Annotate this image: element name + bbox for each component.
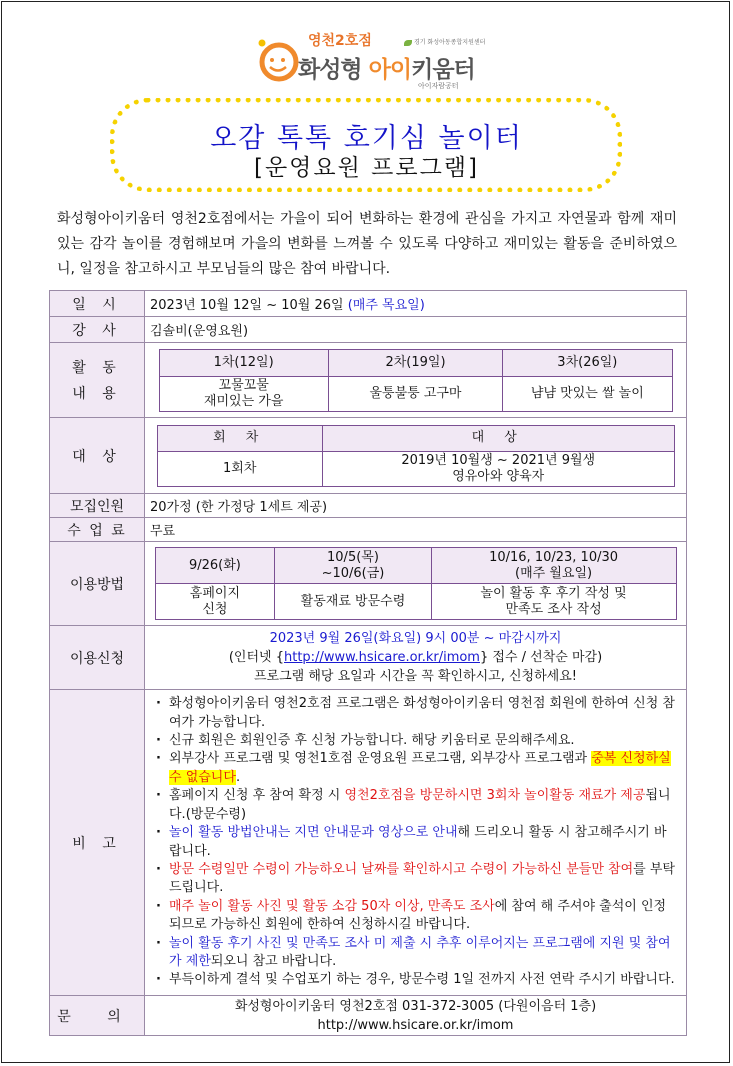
row-recruit bbox=[50, 494, 687, 518]
method-header-line: ~10/6(금) bbox=[321, 565, 385, 581]
method-header-row bbox=[155, 548, 676, 584]
logo-sub: 아이자람공터 bbox=[418, 82, 459, 90]
target-header: 대 상 bbox=[322, 425, 674, 451]
contact-info: 화성형아이키움터 영천2호점 031-372-3005 (다원이음터 1층) bbox=[234, 998, 597, 1014]
page-subtitle: [운영요원 프로그램] bbox=[253, 155, 479, 181]
row-activity bbox=[50, 343, 687, 418]
page-title: 오감 톡톡 호기심 놀이터 bbox=[210, 123, 523, 154]
row-notes bbox=[50, 690, 687, 996]
date-value bbox=[145, 291, 687, 317]
method-label: 이용방법 bbox=[50, 542, 145, 626]
logo bbox=[256, 26, 506, 96]
contact-label: 문 의 bbox=[50, 996, 145, 1036]
activity-header: 3차(26일) bbox=[503, 349, 672, 376]
note-item: · 부득이하게 결석 및 수업포기 하는 경우, 방문수령 1일 전까지 사전 연락 주시기 바랍니다. bbox=[153, 971, 678, 989]
note-text: 외부강사 프로그램 및 영천1호점 운영요원 프로그램, 외부강사 프로그램과 bbox=[169, 751, 592, 767]
apply-channel bbox=[145, 648, 686, 667]
target-header-row bbox=[157, 425, 674, 451]
apply-label: 이용신청 bbox=[50, 626, 145, 690]
recruit-label: 모집인원 bbox=[50, 494, 145, 518]
target-table bbox=[157, 425, 675, 487]
method-header-line: 10/16, 10/23, 10/30 bbox=[489, 549, 619, 565]
note-item: · 화성형아이키움터 영천2호점 프로그램은 화성형아이키움터 영천점 회원에 한하여 신청 참여가 가능합니다. bbox=[153, 695, 678, 732]
row-instructor bbox=[50, 317, 687, 343]
method-cell bbox=[145, 542, 687, 626]
note-text: 해 드리오니 활동 시 참고해주시기 바랍니다. bbox=[169, 825, 667, 859]
activity-label-1: 활 동 bbox=[72, 360, 122, 376]
activity-label-2: 내 용 bbox=[72, 386, 122, 402]
intro-text: 화성형아이키움터 영천2호점에서는 가을이 되어 변화하는 환경에 관심을 가지고 자연물과 함께 재미있는 감각 놀이를 경험해보며 가을의 변화를 느껴볼 수 있도록 다양하고 재미있는 활동을 준비하였으니, 일정을 참고하시고 부모님들의 많은 참여 바랍니다. bbox=[57, 211, 677, 277]
target-cell bbox=[145, 418, 687, 494]
note-emphasis: 방문 수령일만 수령이 가능하오니 날짜를 확인하시고 수령이 가능하신 분들만 참여 bbox=[169, 861, 634, 877]
sun-icon bbox=[256, 38, 302, 84]
note-item bbox=[153, 861, 678, 898]
row-fee bbox=[50, 518, 687, 542]
note-item bbox=[153, 824, 678, 861]
activity-header: 1차(12일) bbox=[159, 349, 328, 376]
activity-header-row bbox=[159, 349, 672, 376]
method-step-line: 홈페이지 bbox=[189, 585, 241, 601]
logo-org-text: 경기 화성아동종합지원센터 bbox=[414, 39, 486, 46]
target-label: 대 상 bbox=[50, 418, 145, 494]
instructor-label: 강 사 bbox=[50, 317, 145, 343]
note-text: 되오니 참고 바랍니다. bbox=[210, 953, 337, 969]
instructor-value: 김솔비(운영요원) bbox=[145, 317, 687, 343]
method-step bbox=[155, 584, 275, 620]
row-method bbox=[50, 542, 687, 626]
note-item bbox=[153, 750, 678, 787]
method-header: 9/26(화) bbox=[155, 548, 275, 584]
activity-item: 울퉁불퉁 고구마 bbox=[328, 376, 502, 411]
target-desc-line: 영유아와 양육자 bbox=[452, 468, 545, 484]
note-item: · 신규 회원은 회원인증 후 신청 가능합니다. 해당 키움터로 문의해주세요. bbox=[153, 732, 678, 750]
note-emphasis: 매주 놀이 활동 사진 및 활동 소감 50자 이상, 만족도 조사 bbox=[169, 898, 495, 914]
row-contact bbox=[50, 996, 687, 1036]
method-step-line: 신청 bbox=[202, 601, 228, 617]
activity-item-line: 꼬물꼬물 bbox=[218, 377, 269, 393]
logo-org bbox=[404, 37, 485, 46]
method-header bbox=[275, 548, 431, 584]
note-text: 를 부탁드립니다. bbox=[169, 861, 675, 896]
note-item bbox=[153, 787, 678, 824]
apply-channel-post: } 접수 / 선착순 마감) bbox=[479, 650, 603, 665]
note-text: 홈페이지 신청 후 참여 확정 시 bbox=[169, 788, 345, 804]
logo-name-2: 아이 bbox=[368, 57, 412, 83]
fee-label: 수 업 료 bbox=[50, 518, 145, 542]
note-emphasis: 놀이 활동 후기 사진 및 만족도 조사 미 제출 시 추후 이루어지는 프로그램에 지원 및 참여가 제한 bbox=[169, 935, 671, 969]
note-highlight: 중복 신청하실 수 없습니다 bbox=[169, 751, 671, 785]
target-desc-line: 2019년 10월생 ~ 2021년 9월생 bbox=[401, 452, 596, 468]
date-label: 일 시 bbox=[50, 291, 145, 317]
date-note: (매주 목요일) bbox=[347, 298, 425, 313]
contact-url-link[interactable]: http://www.hsicare.or.kr/imom bbox=[317, 1017, 514, 1033]
notes-label: 비 고 bbox=[50, 690, 145, 996]
method-step: 활동재료 방문수령 bbox=[275, 584, 431, 620]
activity-header: 2차(19일) bbox=[328, 349, 502, 376]
activity-table bbox=[159, 349, 673, 412]
note-item bbox=[153, 898, 678, 935]
note-text: 에 참여 해 주셔야 출석이 인정되므로 가능하신 회원에 한하여 신청하시길 바랍니다. bbox=[169, 898, 667, 933]
row-date bbox=[50, 291, 687, 317]
activity-label bbox=[50, 343, 145, 418]
target-desc bbox=[322, 451, 674, 486]
apply-cell bbox=[145, 626, 687, 690]
note-emphasis: 영천2호점을 방문하시면 3회차 놀이활동 재료가 제공 bbox=[344, 788, 646, 804]
row-apply bbox=[50, 626, 687, 690]
activity-cell bbox=[145, 343, 687, 418]
activity-item-line: 재미있는 가을 bbox=[203, 393, 284, 409]
notes-list bbox=[145, 691, 686, 994]
recruit-value: 20가정 (한 가정당 1세트 제공) bbox=[145, 494, 687, 518]
info-table bbox=[49, 290, 687, 1036]
logo-name bbox=[298, 51, 475, 84]
logo-name-1: 화성형 bbox=[298, 57, 369, 83]
method-header-line: (매주 월요일) bbox=[515, 565, 593, 581]
apply-url-link[interactable]: http://www.hsicare.or.kr/imom bbox=[284, 650, 480, 665]
method-header-line: 10/5(목) bbox=[327, 549, 379, 565]
row-target bbox=[50, 418, 687, 494]
target-content-row bbox=[157, 451, 674, 486]
note-text: . bbox=[235, 769, 241, 785]
activity-item bbox=[159, 376, 328, 411]
leaf-icon bbox=[404, 40, 412, 46]
notes-cell bbox=[145, 690, 687, 996]
date-text: 2023년 10월 12일 ~ 10월 26일 bbox=[150, 298, 348, 313]
method-content-row bbox=[155, 584, 676, 620]
target-header: 회 차 bbox=[157, 425, 322, 451]
method-step-line: 만족도 조사 작성 bbox=[505, 601, 602, 617]
method-step-line: 놀이 활동 후 후기 작성 및 bbox=[480, 585, 627, 601]
target-session: 1회차 bbox=[157, 451, 322, 486]
note-item bbox=[153, 935, 678, 972]
note-emphasis: 놀이 활동 방법안내는 지면 안내문과 영상으로 안내 bbox=[169, 825, 458, 841]
fee-value: 무료 bbox=[145, 518, 687, 542]
logo-name-3: 키움터 bbox=[411, 57, 475, 83]
activity-item: 냠냠 맛있는 쌀 놀이 bbox=[503, 376, 672, 411]
contact-cell bbox=[145, 996, 687, 1036]
method-step bbox=[431, 584, 676, 620]
apply-notice: 프로그램 해당 요일과 시간을 꼭 확인하시고, 신청하세요! bbox=[254, 669, 577, 684]
method-header bbox=[431, 548, 676, 584]
note-text: 됩니다.(방문수령) bbox=[169, 788, 671, 822]
logo-branch: 영천2호점 bbox=[308, 33, 372, 49]
apply-channel-pre: (인터넷 { bbox=[228, 650, 284, 665]
apply-deadline: 2023년 9월 26일(화요일) 9시 00분 ~ 마감시까지 bbox=[269, 631, 562, 646]
activity-content-row bbox=[159, 376, 672, 411]
method-table bbox=[155, 547, 677, 620]
